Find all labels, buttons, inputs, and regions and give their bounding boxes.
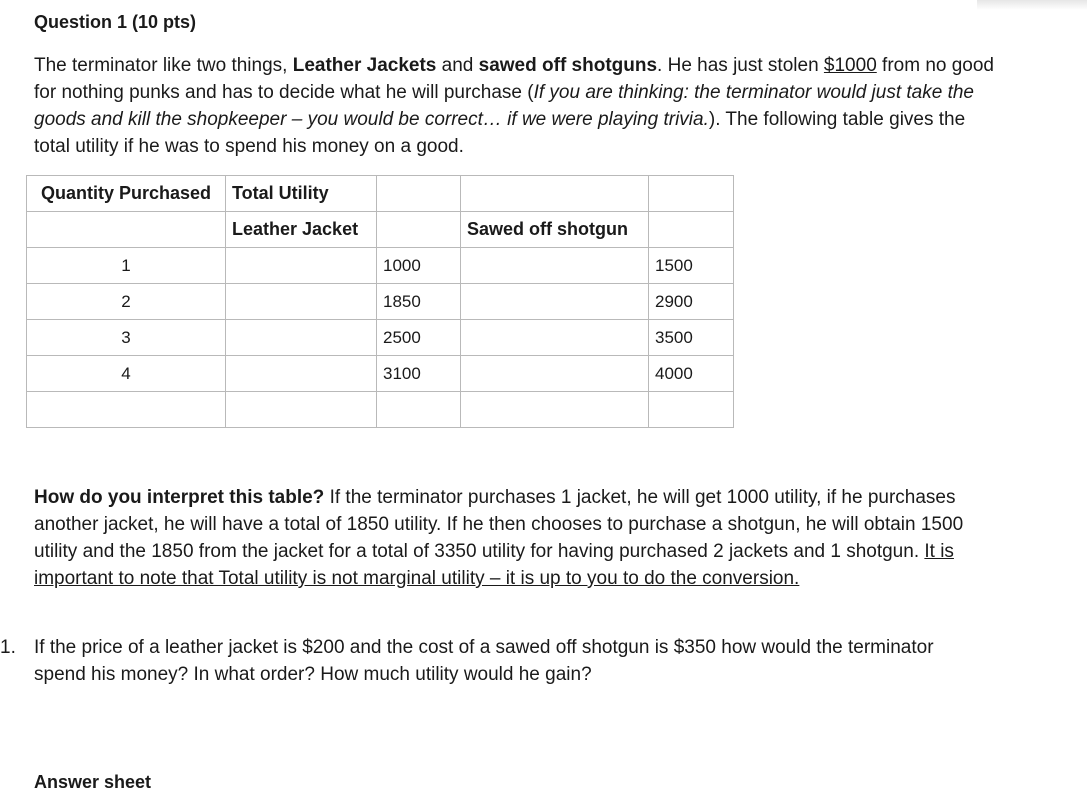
jacket-utility-cell: 3100	[377, 356, 461, 392]
jacket-utility-cell: 1850	[377, 284, 461, 320]
intro-text: . He has just stolen	[657, 55, 824, 76]
table-row	[27, 248, 734, 284]
total-utility-table	[26, 175, 734, 428]
table-cell	[461, 284, 649, 320]
table-cell	[226, 320, 377, 356]
table-header-row	[27, 176, 734, 212]
table-cell	[461, 356, 649, 392]
table-cell	[226, 248, 377, 284]
leather-jackets-bold: Leather Jackets	[292, 55, 437, 76]
table-cell	[226, 356, 377, 392]
shotgun-utility-cell: 4000	[649, 356, 734, 392]
table-row	[27, 356, 734, 392]
shotgun-utility-cell: 2900	[649, 284, 734, 320]
interpretation-paragraph	[34, 484, 994, 592]
table-cell	[461, 176, 649, 212]
question-number: 1.	[0, 637, 16, 658]
table-row	[27, 320, 734, 356]
table-cell	[461, 248, 649, 284]
table-cell	[649, 392, 734, 428]
header-leather-jacket: Leather Jacket	[226, 212, 377, 248]
intro-italic-aside: If you are thinking: the terminator would just take the goods and kill the shopkeeper – you would be correct… if we were playing trivia.	[34, 82, 974, 130]
intro-text: The terminator like two things,	[34, 55, 293, 76]
table-cell	[461, 320, 649, 356]
interpretation-text: If the terminator purchases 1 jacket, he will get 1000 utility, if he purchases another jacket, he will have a total of 1850 utility. If he then chooses to purchase a shotgun, he will obtain 1500 utility and the 1850 from the jacket for a total of 3350 utility for having purchased 2 jackets and 1 shotgun.	[34, 487, 964, 562]
table-cell	[649, 212, 734, 248]
table-subheader-row	[27, 212, 734, 248]
table-cell	[377, 392, 461, 428]
table-cell	[461, 392, 649, 428]
table-cell	[27, 212, 226, 248]
quantity-cell: 2	[27, 284, 226, 320]
amount-underlined: $1000	[823, 55, 877, 76]
jacket-utility-cell: 1000	[377, 248, 461, 284]
table-cell	[226, 392, 377, 428]
quantity-cell: 4	[27, 356, 226, 392]
interpretation-lead: How do you interpret this table?	[34, 487, 325, 508]
header-sawed-off-shotgun: Sawed off shotgun	[461, 212, 649, 248]
answer-sheet-heading: Answer sheet	[34, 772, 152, 792]
table-row	[27, 284, 734, 320]
question-heading: Question 1 (10 pts)	[34, 12, 197, 32]
window-edge-shadow	[977, 0, 1087, 10]
quantity-cell: 3	[27, 320, 226, 356]
table-cell	[226, 284, 377, 320]
shotgun-utility-cell: 3500	[649, 320, 734, 356]
intro-text: and	[436, 55, 479, 76]
header-total-utility: Total Utility	[226, 176, 377, 212]
sawed-off-shotguns-bold: sawed off shotguns	[478, 55, 658, 76]
intro-paragraph	[34, 52, 994, 160]
shotgun-utility-cell: 1500	[649, 248, 734, 284]
intro-text: ). The following table gives the total utility if he was to spend his money on a good.	[34, 109, 966, 157]
jacket-utility-cell: 2500	[377, 320, 461, 356]
table-cell	[649, 176, 734, 212]
interpretation-note-underlined: It is important to note that Total utility is not marginal utility – it is up to you to do the conversion.	[34, 541, 954, 589]
quantity-cell: 1	[27, 248, 226, 284]
table-row	[27, 392, 734, 428]
header-quantity-purchased: Quantity Purchased	[27, 176, 226, 212]
intro-text: from no good for nothing punks and has to decide what he will purchase (	[34, 55, 995, 103]
table-cell	[377, 212, 461, 248]
question-text: If the price of a leather jacket is $200 and the cost of a sawed off shotgun is $350 how would the terminator spend his money? In what order? How much utility would he gain?	[34, 637, 934, 685]
table-cell	[27, 392, 226, 428]
table-cell	[377, 176, 461, 212]
